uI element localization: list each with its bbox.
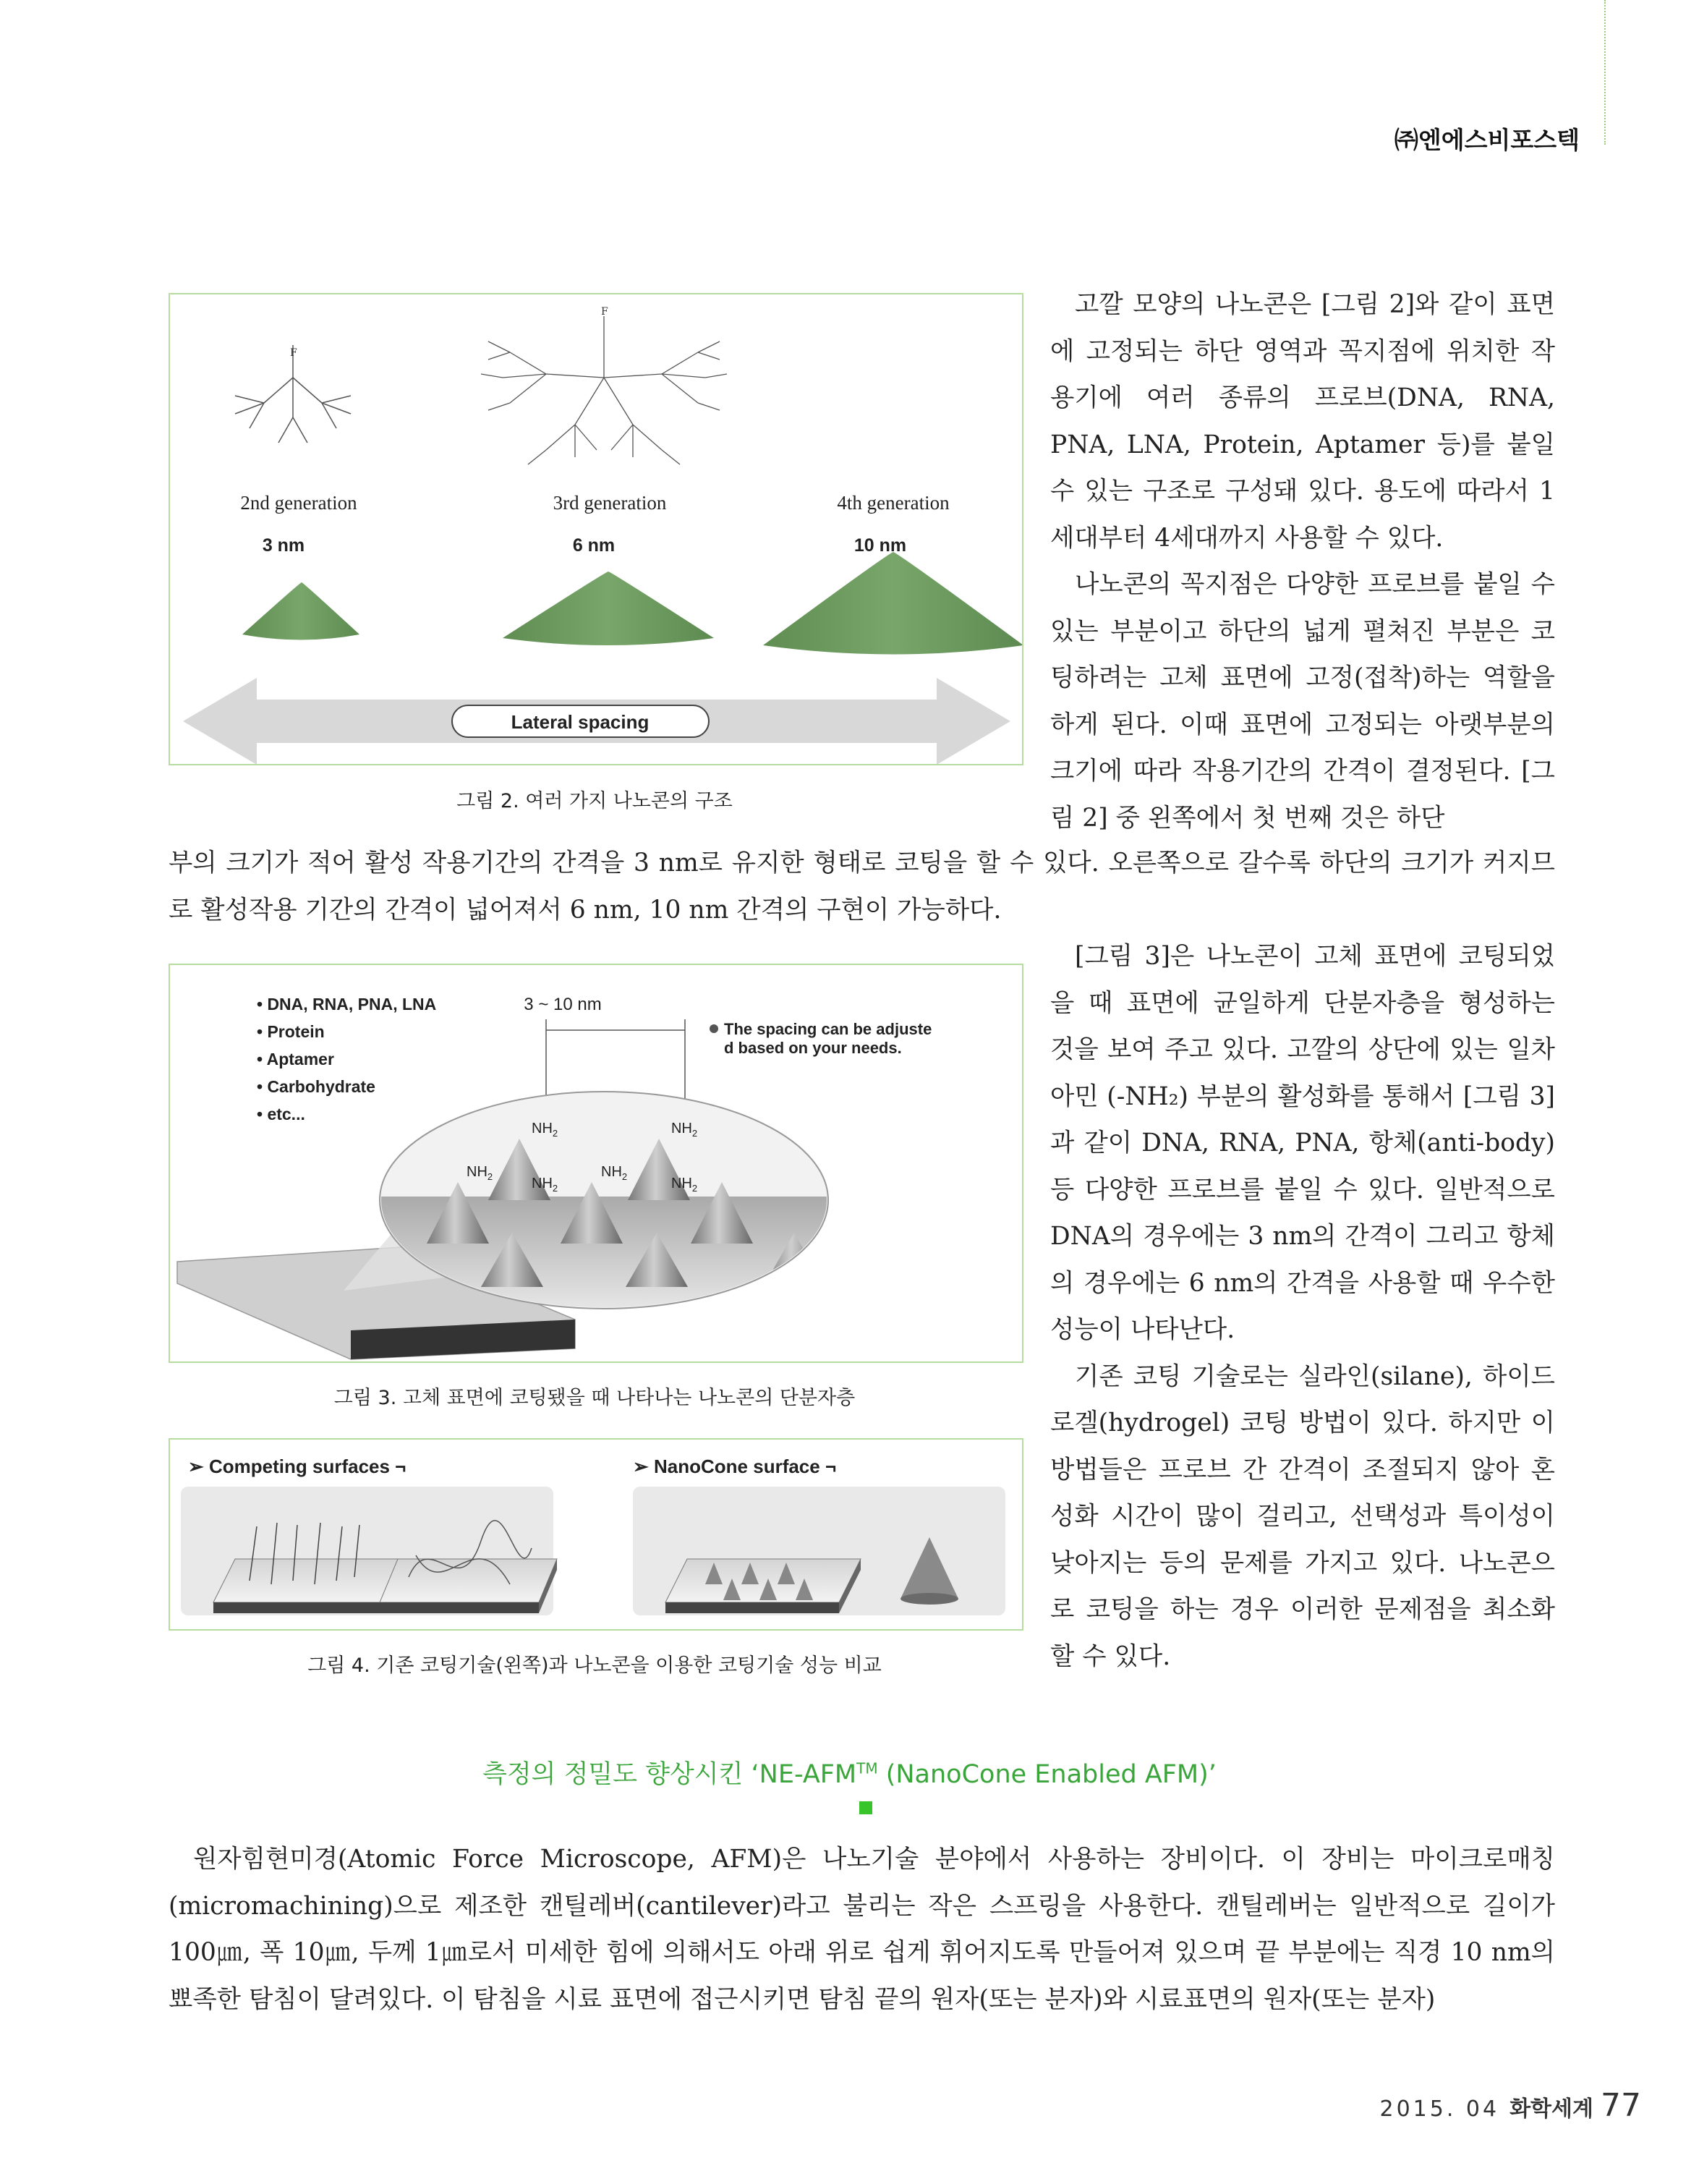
gen-4-label: 4th generation bbox=[837, 492, 950, 514]
gen-3-label: 3rd generation bbox=[553, 492, 667, 514]
lateral-spacing-label: Lateral spacing bbox=[511, 711, 650, 733]
figure-4-graphic bbox=[170, 1440, 1022, 1629]
nanocone-large-icon bbox=[763, 552, 1022, 655]
probe-item: • Aptamer bbox=[257, 1050, 334, 1068]
hydrogel-surface-icon bbox=[380, 1559, 557, 1602]
gen-4-size: 10 nm bbox=[853, 535, 907, 556]
paragraph: [그림 3]은 나노콘이 고체 표면에 코팅되었을 때 표면에 균일하게 단분자층을 형성하는 것을 보여 주고 있다. 고깔의 상단에 있는 일차아민 (-NH₂) 부분의 활성화를 통해서 [그림 3]과 같이 DNA, RNA, PNA, 항체(anti-body) 등 다양한 프로브를 붙일 수 있다. 일반적으로 DNA의 경우에는 3 nm의 간격이 그리고 항체의 경우에는 6 nm의 간격을 사용할 때 우수한 성능이 나타난다. bbox=[1050, 942, 1555, 1344]
svg-text:F: F bbox=[601, 306, 608, 318]
figure-2-graphic bbox=[170, 294, 1022, 764]
page-footer bbox=[1379, 2087, 1641, 2124]
figure-4 bbox=[169, 1438, 1023, 1631]
issue-date: 2015. 04 bbox=[1379, 2096, 1500, 2122]
gen-2-size: 3 nm bbox=[262, 535, 305, 556]
figure-2 bbox=[169, 293, 1023, 765]
spacing-label: 3 ~ 10 nm bbox=[524, 995, 602, 1014]
figure-4-caption: 그림 4. 기존 코팅기술(왼쪽)과 나노콘을 이용한 코팅기술 성능 비교 bbox=[307, 1654, 882, 1677]
dendrimer-2nd-icon bbox=[235, 345, 351, 443]
section-title: 측정의 정밀도 향상시킨 ‘NE-AFM™ (NanoCone Enabled AFM)’ bbox=[482, 1759, 1217, 1789]
nanocone-small-icon bbox=[242, 582, 359, 640]
figure-3 bbox=[169, 964, 1023, 1363]
right-column-2 bbox=[1050, 933, 1555, 1680]
paragraph-full-width: 부의 크기가 적어 활성 작용기간의 간격을 3 nm로 유지한 형태로 코팅을 할 수 있다. 오른쪽으로 갈수록 하단의 크기가 커지므로 활성작용 기간의 간격이 넓어져서 6 nm, 10 nm 간격의 구현이 가능하다. bbox=[169, 849, 1555, 925]
margin-rule bbox=[1604, 0, 1606, 145]
magazine-name: 화학세계 bbox=[1509, 2096, 1593, 2122]
gen-2-label: 2nd generation bbox=[240, 492, 357, 514]
svg-text:F: F bbox=[290, 347, 297, 359]
figure-2-caption: 그림 2. 여러 가지 나노콘의 구조 bbox=[456, 790, 733, 812]
right-column-1 bbox=[1050, 281, 1555, 841]
figure-3-caption: 그림 3. 고체 표면에 코팅됐을 때 나타나는 나노콘의 단분자층 bbox=[333, 1387, 856, 1409]
spacing-note-line-2: d based on your needs. bbox=[724, 1039, 902, 1057]
competing-surfaces-title: ➢ Competing surfaces ¬ bbox=[188, 1456, 406, 1477]
nanocone-surface-title: ➢ NanoCone surface ¬ bbox=[633, 1456, 837, 1477]
probe-item: • DNA, RNA, PNA, LNA bbox=[257, 995, 437, 1014]
paragraph: 나노콘의 꼭지점은 다양한 프로브를 붙일 수 있는 부분이고 하단의 넓게 펼쳐진 부분은 코팅하려는 고체 표면에 고정(접착)하는 역할을 하게 된다. 이때 표면에 고정되는 아랫부분의 크기에 따라 작용기간의 간격이 결정된다. [그림 2] 중 왼쪽에서 첫 번째 것은 하단 bbox=[1050, 570, 1555, 833]
amine-label: $NH_2$ bbox=[601, 1164, 628, 1182]
silane-surface-icon bbox=[213, 1559, 409, 1602]
gen-3-size: 6 nm bbox=[572, 535, 616, 556]
paragraph-final: 원자힘현미경(Atomic Force Microscope, AFM)은 나노기술 분야에서 사용하는 장비이다. 이 장비는 마이크로매칭(micromachining)으로 제조한 캔틸레버(cantilever)라고 불리는 작은 스프링을 사용한다. 캔틸레버는 일반적으로 길이가 100㎛, 폭 10㎛, 두께 1㎛로서 미세한 힘에 의해서도 아래 위로 쉽게 휘어지도록 만들어져 있으며 끝 부분에는 직경 10 nm의 뾰족한 탐침이 달려있다. 이 탐침을 시료 표면에 접근시키면 탐침 끝의 원자(또는 분자)와 시료표면의 원자(또는 분자) bbox=[169, 1845, 1555, 2014]
amine-label: $NH_2$ bbox=[532, 1121, 558, 1139]
bullet-icon bbox=[710, 1024, 718, 1033]
amine-label: $NH_2$ bbox=[671, 1176, 698, 1194]
spacing-note-line-1: The spacing can be adjuste bbox=[724, 1020, 932, 1038]
amine-label: $NH_2$ bbox=[671, 1121, 698, 1139]
amine-label: $NH_2$ bbox=[532, 1176, 558, 1194]
probe-item: • Carbohydrate bbox=[257, 1077, 375, 1096]
page-number: 77 bbox=[1601, 2087, 1641, 2124]
paragraph: 고깔 모양의 나노콘은 [그림 2]와 같이 표면에 고정되는 하단 영역과 꼭지점에 위치한 작용기에 여러 종류의 프로브(DNA, RNA, PNA, LNA, Protein, Aptamer 등)를 붙일 수 있는 구조로 구성돼 있다. 용도에 따라서 1세대부터 4세대까지 사용할 수 있다. bbox=[1050, 290, 1555, 553]
dendrimer-3rd-icon bbox=[481, 306, 727, 464]
green-square-marker bbox=[859, 1801, 872, 1814]
amine-label: $NH_2$ bbox=[467, 1164, 493, 1182]
probe-item: • etc... bbox=[257, 1105, 305, 1123]
company-header: ㈜엔에스비포스텍 bbox=[1394, 126, 1580, 154]
probe-item: • Protein bbox=[257, 1022, 325, 1041]
nanocone-medium-icon bbox=[503, 572, 714, 645]
paragraph: 기존 코팅 기술로는 실라인(silane), 하이드로겔(hydrogel) 코팅 방법이 있다. 하지만 이 방법들은 프로브 간 간격이 조절되지 않아 혼성화 시간이 많이 걸리고, 선택성과 특이성이 낮아지는 등의 문제를 가지고 있다. 나노콘으로 코팅을 하는 경우 이러한 문제점을 최소화할 수 있다. bbox=[1050, 1361, 1555, 1671]
figure-3-graphic bbox=[170, 965, 1022, 1361]
